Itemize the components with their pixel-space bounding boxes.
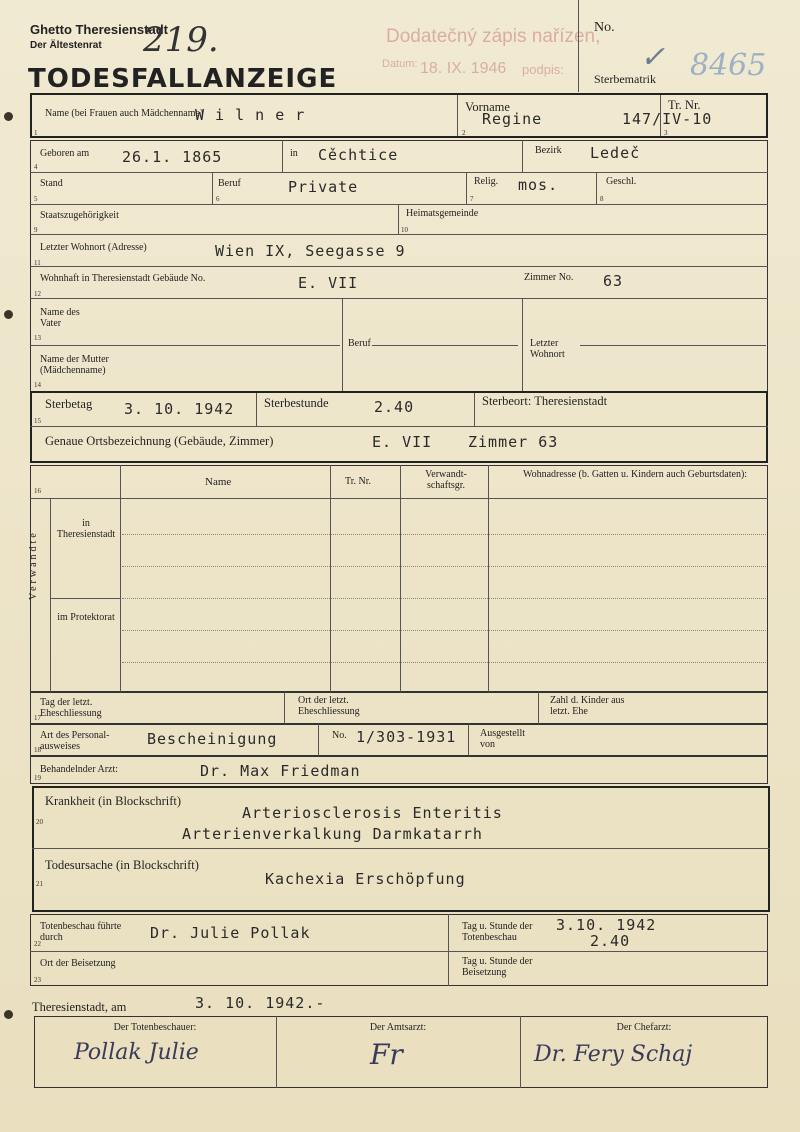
signature-totenbeschauer: Pollak Julie: [74, 1040, 199, 1065]
field-number: 13: [34, 334, 41, 342]
rel-trnr-header: Tr. Nr.: [345, 476, 372, 487]
personalausweis-label: Art des Personal-ausweises: [40, 730, 110, 752]
sterbematrik-label: Sterbematrik: [594, 72, 656, 86]
sterbestunde-label: Sterbestunde: [264, 396, 329, 410]
beisetzung-ort-label: Ort der Beisetzung: [40, 958, 116, 969]
field-number: 16: [34, 487, 41, 495]
sterbetag-label: Sterbetag: [45, 397, 93, 411]
gebaeude-value: E. VII: [298, 274, 359, 292]
no-label: No.: [594, 20, 615, 35]
org-line-1: Ghetto Theresienstadt: [30, 22, 168, 37]
field-number: 17: [34, 714, 41, 722]
check-mark: ✓: [640, 40, 666, 75]
relatives-table: [30, 465, 768, 692]
geboren-value: 26.1. 1865: [122, 148, 223, 166]
field-number: 12: [34, 290, 41, 298]
wohnort-value: Wien IX, Seegasse 9: [215, 242, 406, 260]
trnr-label: Tr. Nr.: [668, 98, 701, 112]
verwandte-side-label: Verwandte: [28, 530, 39, 600]
signature-amtsarzt: Fr: [370, 1038, 403, 1071]
tag-totenbeschau-label: Tag u. Stunde der Totenbeschau: [462, 921, 533, 943]
beruf-value: Private: [288, 178, 359, 196]
gebaeude-label: Wohnhaft in Theresienstadt Gebäude No.: [40, 273, 206, 284]
doctor-row: [30, 756, 768, 784]
field-number: 6: [216, 195, 220, 203]
name-label: Name (bei Frauen auch Mädchenname): [45, 108, 204, 119]
zahl-kinder-label: Zahl d. Kinder aus letzt. Ehe: [550, 695, 625, 717]
bezirk-label: Bezirk: [535, 145, 562, 156]
letzter-wohnort-label: Letzter Wohnort: [530, 338, 565, 360]
field-number: 8: [600, 195, 604, 203]
heimat-label: Heimatsgemeinde: [406, 208, 479, 219]
wohnort-label: Letzter Wohnort (Adresse): [40, 242, 147, 253]
krankheit-line-1: Arteriosclerosis Enteritis: [242, 804, 503, 822]
marriage-row: [30, 692, 768, 724]
ort-eheschliessung-label: Ort der letzt. Eheschliessung: [298, 695, 360, 717]
im-protektorat-label: im Protektorat: [57, 612, 115, 623]
place-date-label: Theresienstadt, am: [32, 1000, 127, 1014]
form-title: TODESFALLANZEIGE: [28, 64, 338, 94]
amtsarzt-label: Der Amtsarzt:: [369, 1022, 427, 1033]
ausgestellt-label: Ausgestellt von: [480, 728, 525, 750]
staats-label: Staatszugehörigkeit: [40, 210, 119, 221]
in-label: in: [290, 148, 298, 159]
name-value: W i l n e r: [195, 106, 306, 124]
org-line-2: Der Ältestenrat: [30, 40, 102, 51]
sterbeort-label: Sterbeort: Theresienstadt: [482, 394, 608, 408]
vater-label: Name des Vater: [40, 307, 80, 329]
sterbematrik-number: 8465: [690, 48, 767, 83]
krankheit-line-2: Arterienverkalkung Darmkatarrh: [182, 825, 483, 843]
mutter-label: Name der Mutter (Mädchenname): [40, 354, 109, 376]
krankheit-label: Krankheit (in Blockschrift): [45, 794, 182, 808]
field-number: 21: [36, 880, 43, 888]
stamp-datum-label: Datum:: [382, 58, 418, 70]
zimmer-label: Zimmer No.: [524, 272, 574, 283]
totenbeschauer-label: Der Totenbeschauer:: [113, 1022, 197, 1033]
zimmer-value: 63: [603, 272, 624, 290]
stamp-line-1: Dodatečný zápis nařízen,: [386, 26, 601, 47]
stand-label: Stand: [40, 178, 63, 189]
field-number: 5: [34, 195, 38, 203]
field-number: 9: [34, 226, 38, 234]
stamp-date: 18. IX. 1946: [420, 60, 507, 77]
field-number: 11: [34, 259, 41, 267]
punch-hole: [4, 112, 13, 121]
rel-name-header: Name: [205, 476, 232, 488]
field-number: 3: [664, 129, 668, 137]
geschl-label: Geschl.: [606, 176, 637, 187]
beruf-label: Beruf: [218, 178, 241, 189]
bezirk-value: Ledeč: [590, 144, 641, 162]
place-date-value: 3. 10. 1942.-: [195, 994, 326, 1012]
tag-eheschliessung-label: Tag der letzt. Eheschliessung: [40, 697, 102, 719]
ortsbezeichnung-value: E. VII: [372, 433, 433, 451]
field-number: 2: [462, 129, 466, 137]
relig-value: mos.: [518, 176, 559, 194]
ausweis-no-label: No.: [332, 730, 347, 741]
personalausweis-value: Bescheinigung: [147, 730, 278, 748]
todesursache-label: Todesursache (in Blockschrift): [45, 858, 199, 872]
field-number: 10: [401, 226, 408, 234]
vorname-value: Regine: [482, 110, 543, 128]
sterbetag-value: 3. 10. 1942: [124, 400, 235, 418]
ortsbezeichnung-zimmer: Zimmer 63: [468, 433, 559, 451]
totenbeschau-label: Totenbeschau führte durch: [40, 921, 122, 943]
field-number: 23: [34, 976, 41, 984]
beisetzung-tag-label: Tag u. Stunde der Beisetzung: [462, 956, 533, 978]
signature-chefarzt: Dr. Fery Schaj: [534, 1042, 693, 1067]
punch-hole: [4, 1010, 13, 1019]
field-number: 15: [34, 417, 41, 425]
in-theresienstadt-label: in Theresienstadt: [56, 518, 116, 540]
behandelnder-arzt-label: Behandelnder Arzt:: [40, 764, 119, 775]
field-number: 19: [34, 774, 41, 782]
relig-label: Relig.: [474, 176, 499, 187]
handwritten-number: 219.: [143, 20, 219, 60]
todesursache-value: Kachexia Erschöpfung: [265, 870, 466, 888]
rel-verwandt-header: Verwandt-schaftsgr.: [425, 469, 467, 491]
tag-totenbeschau-value-2: 2.40: [590, 932, 631, 950]
parents-beruf-label: Beruf: [348, 338, 371, 349]
field-number: 18: [34, 746, 41, 754]
behandelnder-arzt-value: Dr. Max Friedman: [200, 762, 361, 780]
tag-totenbeschau-value-1: 3.10. 1942: [556, 916, 657, 934]
ausweis-no-value: 1/303-1931: [356, 728, 457, 746]
field-number: 20: [36, 818, 43, 826]
field-number: 1: [34, 129, 38, 137]
totenbeschau-value: Dr. Julie Pollak: [150, 924, 311, 942]
sterbestunde-value: 2.40: [374, 398, 415, 416]
stamp-podpis: podpis:: [522, 62, 564, 77]
field-number: 4: [34, 163, 38, 171]
rel-adresse-header: Wohnadresse (b. Gatten u. Kindern auch Geburtsdaten):: [522, 469, 748, 480]
geboren-label: Geboren am: [40, 148, 90, 159]
field-number: 14: [34, 381, 41, 389]
in-value: Cěchtice: [318, 146, 399, 164]
field-number: 7: [470, 195, 474, 203]
inspection-section: [30, 914, 768, 986]
chefarzt-label: Der Chefarzt:: [616, 1022, 672, 1033]
field-number: 22: [34, 940, 41, 948]
vorname-label: Vorname: [465, 100, 510, 114]
ortsbezeichnung-label: Genaue Ortsbezeichnung (Gebäude, Zimmer): [45, 434, 274, 448]
trnr-value: 147/IV-10: [622, 110, 713, 128]
punch-hole: [4, 310, 13, 319]
